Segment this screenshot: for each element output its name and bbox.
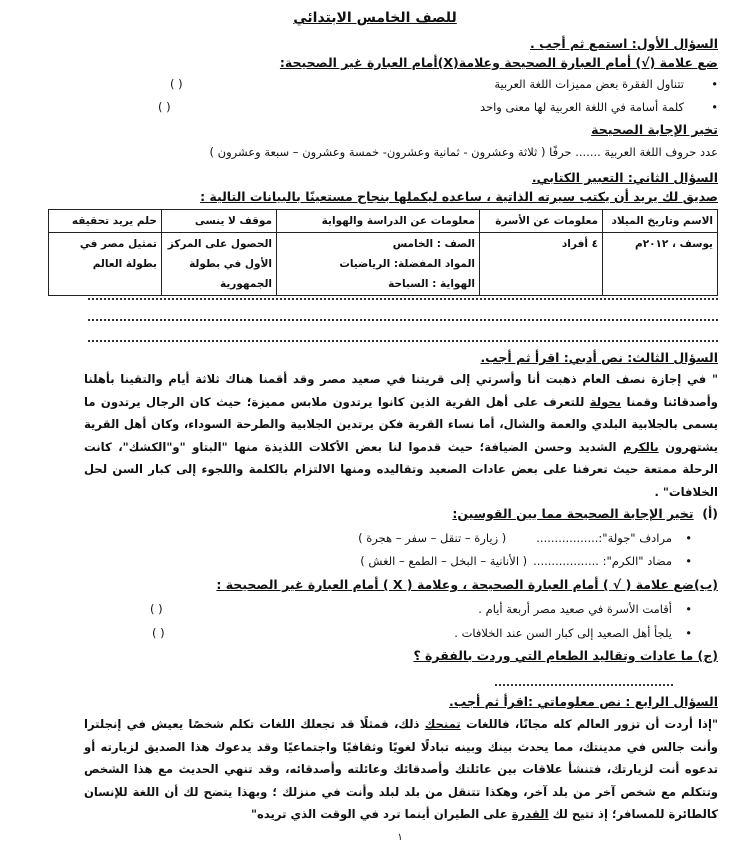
item-text: يلجأ أهل الصعيد إلى كبار السن عند الخلافات .	[454, 626, 672, 640]
part-label: (أ)	[702, 506, 718, 521]
cell-line: الجمهورية	[219, 278, 272, 290]
q1-choose-line: عدد حروف اللغة العربية ....... حرفًا ( ثلاثة وعشرون - ثمانية وعشرون- خمسة وعشرون – سبعة وعشرون )	[209, 145, 718, 159]
table-cell	[603, 233, 718, 296]
answer-line[interactable]	[88, 340, 718, 342]
q3-a-item: •مرادف "جولة":.................( زيارة – تنقل – سفر – هجرة )	[358, 531, 692, 545]
answer-line[interactable]	[495, 684, 673, 686]
cell-line: تمثيل مصر في	[79, 238, 157, 250]
table-cell	[277, 233, 480, 296]
answer-paren[interactable]: ( )	[170, 77, 183, 91]
q3-passage	[84, 368, 718, 503]
table-cell	[480, 233, 603, 296]
q3-b-item: •أقامت الأسرة في صعيد مصر أربعة أيام .	[478, 602, 692, 616]
q3-b-heading: (ب)ضع علامة ( √ ) أمام العبارة الصحيحة ، وعلامة ( X ) أمام العبارة غير الصحيحة :	[216, 577, 718, 592]
q1-item: •تتناول الفقرة بعض مميزات اللغة العربية	[494, 77, 718, 91]
item-options: ( الأنانية – البخل – الطمع – الغش )	[360, 554, 528, 568]
table-cell	[162, 233, 277, 296]
q1-instruction: ضع علامة (√) أمام العبارة الصحيحة وعلامة(X)أمام العبارة غير الصحيحة:	[279, 55, 718, 70]
answer-paren[interactable]: ( )	[158, 100, 171, 114]
cell-line: بطولة العالم	[92, 258, 157, 270]
table-cell	[49, 233, 162, 296]
table-header-row	[49, 210, 718, 233]
page-title: للصف الخامس الابتدائي	[293, 10, 457, 26]
item-text: أقامت الأسرة في صعيد مصر أربعة أيام .	[478, 602, 672, 616]
cv-table	[48, 209, 718, 296]
part-heading: تخير الإجابة الصحيحة مما بين القوسين:	[452, 506, 694, 521]
passage-text: للتعرف على أهل القرية الذين كانوا يرتدون ملابس مميزة؛ حيث كان الرجال يرتدون ما يسمى بالجلابية البلدي والعمة والشال، أما نساء القرية فكن يرتدين الجلابية والطرحة السوداء، وكان أهل القرية يشتهرون	[84, 394, 718, 454]
passage-underlined-word: بجولة	[589, 394, 622, 409]
passage-text: " في إجازة نصف العام ذهبت أنا وأسرتي إلى قريتنا في صعيد مصر وقد أقمنا هناك ثلاثة أيام والتقينا بأهلنا وأصدقائنا وقمنا	[84, 372, 718, 409]
q2-instruction: صديق لك يريد أن يكتب سيرته الذاتية ، ساعده ليكملها بنجاح مستعينًا بالبيانات التالية :	[200, 189, 718, 204]
cell-line: ٤ أفراد	[561, 238, 598, 250]
cell-line: الصف : الخامس	[392, 238, 475, 250]
q3-c-heading: (ج) ما عادات وتقاليد الطعام التي وردت بالفقرة ؟	[413, 648, 718, 663]
q3-b-item: •يلجأ أهل الصعيد إلى كبار السن عند الخلافات .	[454, 626, 692, 640]
answer-line[interactable]	[88, 319, 718, 321]
q1-item: •كلمة أسامة في اللغة العربية لها معنى واحد	[479, 100, 718, 114]
page-number: ١	[397, 832, 403, 843]
passage-text: الشديد وحسن الضيافة؛ حيث قدموا لنا بعض الأكلات اللذيذة منها "البتاو "و"الكشك"، كانت الرحلة ممتعة حيث تعرفنا على بعض عادات الصعيد وتقاليده ومنها الالتزام بالكلمة واللجوء إلى كبار السن لحل الخلافات" .	[84, 439, 718, 499]
q4-heading: السؤال الرابع : نص معلوماتي :اقرأ ثم أجب.	[449, 694, 718, 709]
item-question: مضاد "الكرم": ..................	[533, 554, 672, 568]
q4-passage	[84, 713, 718, 826]
item-question: مرادف "جولة":.................	[536, 531, 672, 545]
q3-heading: السؤال الثالث: نص أدبي: اقرأ ثم أجب.	[480, 350, 718, 365]
passage-underlined-word: القدرة	[511, 807, 549, 821]
q2-heading: السؤال الثاني: التعبير الكتابي.	[531, 170, 718, 185]
passage-text: ذلك، فمثلًا قد تجعلك اللغات تكلم شخصًا يعيش في إنجلترا وأنت جالس في مدينتك، مما يحدث بينك وبينه تبادلًا لغويًا وثقافيًا واجتماعيًا وقد يدعوك هذا الصديق لزيارته أو تدعوه أنت لزيارتك، فتنشأ علاقات بين عائلتك وأصدقائك وعائلته وأصدقائه، وقد تنهي الحديث مع هذا الشخص وتتكلم مع شخص آخر من بلد آخر، وهكذا تتنقل من بلد لبلد وأنت في منزلك ؛ وبهذا يتضح لك أن اللغة للإنسان كالطائرة للمسافر؛ إذ تتيح لك	[84, 717, 718, 821]
q1-choose-heading: تخير الإجابة الصحيحة	[591, 122, 718, 137]
q1-item-text: تتناول الفقرة بعض مميزات اللغة العربية	[494, 77, 684, 91]
table-row	[49, 233, 718, 296]
passage-underlined-word: بالكرم	[623, 439, 659, 454]
table-header: الاسم وتاريخ الميلاد	[603, 210, 718, 233]
table-header: معلومات عن الأسرة	[480, 210, 603, 233]
cell-line: المواد المفضلة: الرياضيات	[339, 258, 475, 270]
cell-line: الحصول على المركز	[167, 238, 272, 250]
table-header: حلم يريد تحقيقه	[49, 210, 162, 233]
passage-underlined-word: تمنحك	[424, 717, 461, 731]
q1-item-text: كلمة أسامة في اللغة العربية لها معنى واحد	[479, 100, 684, 114]
q1-heading: السؤال الأول: استمع ثم أجب .	[529, 36, 718, 51]
q3-a-heading	[452, 506, 718, 521]
answer-paren[interactable]: ( )	[150, 602, 163, 616]
answer-paren[interactable]: ( )	[152, 626, 165, 640]
cell-line: الأول في بطولة	[189, 258, 272, 270]
cell-line: يوسف ، ٢٠١٢م	[635, 238, 713, 250]
cell-line: الهواية : السباحة	[388, 278, 475, 290]
item-options: ( زيارة – تنقل – سفر – هجرة )	[358, 531, 507, 545]
table-header: موقف لا ينسى	[162, 210, 277, 233]
passage-text: "إذا أردت أن تزور العالم كله مجانًا، فاللغات	[460, 717, 718, 731]
passage-text: على الطيران أينما ترد في الوقت الذي تريده"	[250, 807, 512, 821]
q3-a-item: •مضاد "الكرم": ..................( الأنانية – البخل – الطمع – الغش )	[360, 554, 692, 568]
answer-line[interactable]	[88, 298, 718, 300]
table-header: معلومات عن الدراسة والهواية	[277, 210, 480, 233]
